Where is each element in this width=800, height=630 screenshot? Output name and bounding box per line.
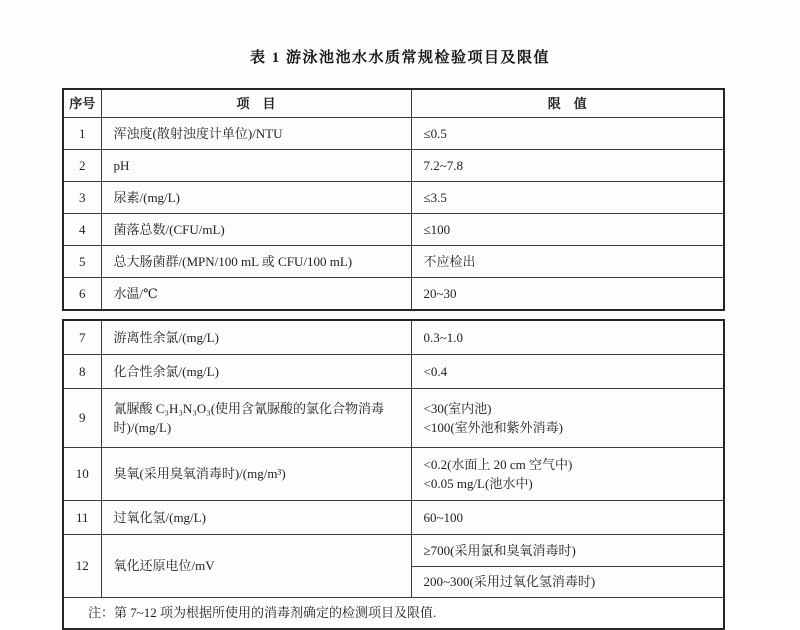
cell-item: 游离性余氯/(mg/L) [101,320,411,355]
table-row [63,320,724,355]
cell-item: 菌落总数/(CFU/mL) [101,214,411,246]
table-row [63,389,724,448]
table-row [63,118,724,150]
cell-limit: 不应检出 [411,246,724,278]
header-cell-item: 项 目 [101,89,411,118]
table-row [63,448,724,501]
cell-limit: <0.4 [411,355,724,389]
table-part-2 [62,319,725,630]
cell-limit: 60~100 [411,501,724,535]
cell-item: 氧化还原电位/mV [101,535,411,598]
cell-item: 过氧化氢/(mg/L) [101,501,411,535]
cell-item: 氰脲酸 C₃H₃N₃O₃(使用含氰脲酸的氯化合物消毒时)/(mg/L) [101,389,411,448]
cell-limit: ≥700(采用氯和臭氧消毒时) [411,535,724,567]
cell-limit: ≤100 [411,214,724,246]
cell-limit [411,389,724,448]
table-note: 注：第 7~12 项为根据所使用的消毒剂确定的检测项目及限值. [63,598,724,630]
cell-item: 尿素/(mg/L) [101,182,411,214]
table-row [63,182,724,214]
table-row [63,535,724,567]
limit-line: <0.2(水面上 20 cm 空气中) [423,456,573,472]
limit-line: <0.05 mg/L(池水中) [423,476,533,491]
water-quality-table [62,88,725,630]
cell-item: 浑浊度(散射浊度计单位)/NTU [101,118,411,150]
cell-limit: 200~300(采用过氧化氢消毒时) [411,567,724,598]
cell-no: 7 [63,320,101,355]
table-row [63,246,724,278]
cell-no: 5 [63,246,101,278]
limit-line: <100(室外池和紫外消毒) [423,420,563,435]
table-header-row [63,89,724,118]
cell-no: 10 [63,448,101,501]
cell-item: 化合性余氯/(mg/L) [101,355,411,389]
cell-item: 臭氧(采用臭氧消毒时)/(mg/m³) [101,448,411,501]
header-cell-limit: 限 值 [411,89,724,118]
cell-limit: 0.3~1.0 [411,320,724,355]
cell-item: pH [101,150,411,182]
cell-item: 水温/℃ [101,278,411,311]
cell-limit: 7.2~7.8 [411,150,724,182]
cell-limit [411,448,724,501]
table-note-row [63,598,724,630]
table-row [63,355,724,389]
cell-no: 12 [63,535,101,598]
limit-line: <30(室内池) [423,400,492,416]
table-row [63,214,724,246]
cell-no: 4 [63,214,101,246]
table-title: 表 1 游泳池池水水质常规检验项目及限值 [249,50,550,66]
cell-no: 9 [63,389,101,448]
table-row [63,501,724,535]
cell-item: 总大肠菌群/(MPN/100 mL 或 CFU/100 mL) [101,246,411,278]
header-cell-no: 序号 [63,89,101,118]
cell-limit: 20~30 [411,278,724,311]
cell-no: 6 [63,278,101,311]
cell-no: 1 [63,118,101,150]
table-row [63,278,724,311]
table-part-1 [62,88,725,311]
table-row [63,150,724,182]
cell-limit: ≤3.5 [411,182,724,214]
cell-no: 8 [63,355,101,389]
cell-no: 11 [63,501,101,535]
cell-no: 2 [63,150,101,182]
cell-no: 3 [63,182,101,214]
cell-limit: ≤0.5 [411,118,724,150]
